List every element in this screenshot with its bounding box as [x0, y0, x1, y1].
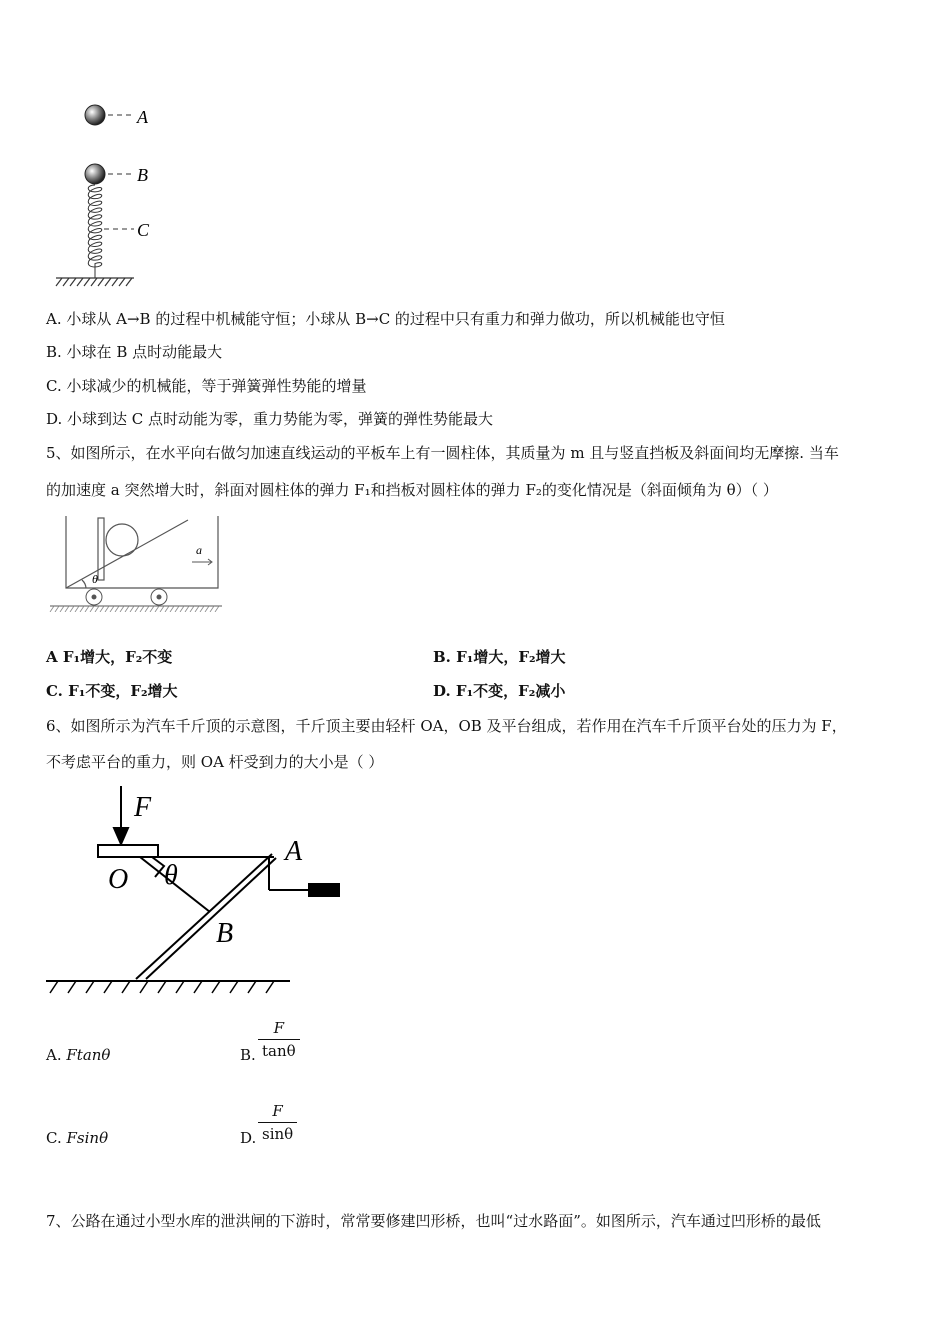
jack-figure [40, 782, 350, 997]
theta-label: θ [164, 860, 178, 891]
q6-option-b-prefix: B. [240, 1046, 256, 1064]
q5-option-d: D. F₁不变，F₂减小 [433, 682, 566, 700]
platform [98, 845, 158, 857]
q5-option-b: B. F₁增大，F₂增大 [433, 648, 566, 666]
q7-stem-line1: 7、公路在通过小型水库的泄洪闸的下游时，常常要修建凹形桥，也叫“过水路面”。如图所示，汽车通过凹形桥的最低 [46, 1212, 821, 1230]
force-arrow [114, 786, 128, 844]
q4-option-a: A. 小球从 A→B 的过程中机械能守恒；小球从 B→C 的过程中只有重力和弹力做功，所以机械能也守恒 [46, 310, 725, 328]
ball-spring-figure [46, 95, 226, 295]
q5-stem-line1: 5、如图所示，在水平向右做匀加速直线运动的平板车上有一圆柱体，其质量为 m 且与竖直挡板及斜面间均无摩擦. 当车 [46, 444, 839, 462]
q6-option-d-fraction: $\frac{F}{\sin\theta}$ [258, 1102, 297, 1143]
point-a-label: A [285, 836, 303, 867]
cart-figure [46, 512, 236, 612]
ball-b [85, 164, 134, 184]
accel-arrow [192, 559, 212, 565]
point-o-label: O [108, 864, 129, 895]
accel-label: a [196, 543, 202, 557]
q4-option-d: D. 小球到达 C 点时动能为零，重力势能为零，弹簧的弹性势能最大 [46, 410, 494, 428]
q5-option-a: A F₁增大，F₂不变 [46, 648, 173, 666]
q6-option-a: A. Ftanθ [46, 1046, 111, 1064]
q6-option-b-fraction: $\frac{F}{\tan\theta}$ [258, 1019, 300, 1060]
label-b: B [137, 165, 148, 185]
q4-option-b: B. 小球在 B 点时动能最大 [46, 343, 223, 361]
theta-label: θ [92, 572, 98, 586]
ground [56, 278, 134, 286]
spring [88, 185, 102, 278]
q6-option-d-prefix: D. [240, 1129, 257, 1147]
q6-stem-line1: 6、如图所示为汽车千斤顶的示意图，千斤顶主要由轻杆 OA，OB 及平台组成，若作用在汽车千斤顶平台处的压力为 F， [46, 717, 847, 735]
force-label: F [134, 792, 152, 823]
q6-option-c: C. Fsinθ [46, 1129, 109, 1147]
label-c: C [137, 220, 150, 240]
ball-a [85, 105, 134, 125]
point-b-label: B [216, 918, 234, 949]
q5-option-c: C. F₁不变，F₂增大 [46, 682, 178, 700]
q6-stem-line2: 不考虑平台的重力，则 OA 杆受到力的大小是（ ） [46, 753, 384, 771]
q5-stem-line2: 的加速度 a 突然增大时，斜面对圆柱体的弹力 F₁和挡板对圆柱体的弹力 F₂的变化情况是（斜面倾角为 θ）（ ） [46, 481, 778, 499]
q4-option-c: C. 小球减少的机械能，等于弹簧弹性势能的增量 [46, 377, 367, 395]
wheels [86, 589, 167, 605]
handle-block [308, 883, 340, 897]
label-a: A [137, 107, 148, 127]
